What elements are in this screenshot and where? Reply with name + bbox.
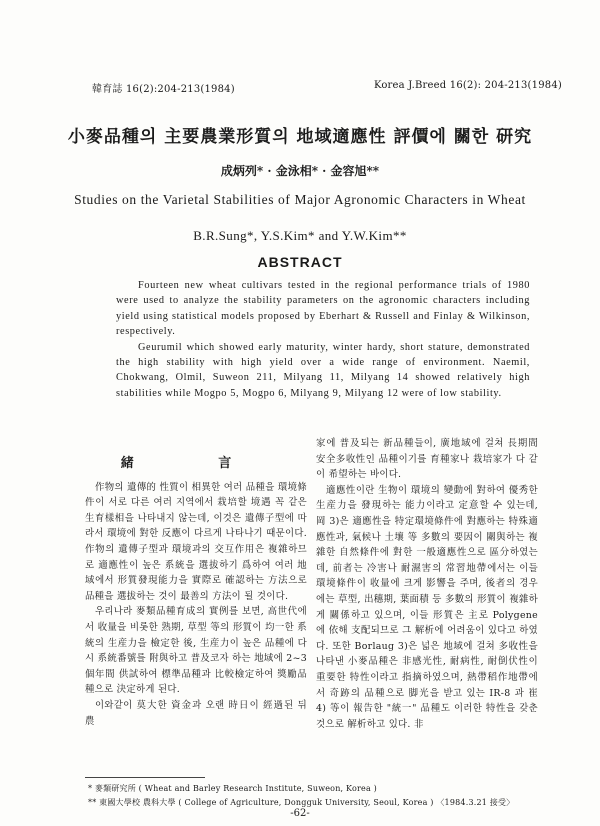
intro-paragraph-right-1: 家에 普及되는 新品種들이, 廣地域에 걸쳐 長期間 安全多收性인 品種이기를 育種家나 栽培家가 다 같이 希望하는 바이다. xyxy=(316,438,538,481)
journal-header-ko: 韓育誌 16(2):204-213(1984) xyxy=(92,84,235,95)
footnotes xyxy=(88,782,568,810)
abstract-paragraph-2: Geurumil which showed early maturity, winter hardy, short stature, demonstrated the high stability with high yield over a wide range of environment. Naemil, Chokwang, Olmil, Suweon 211, Milyang 11, Milyang 14 showed relatively high stabilities while Mogpo 5, Mogpo 6, Milyang 9, Milyang 12 were of low stability. xyxy=(116,341,530,399)
section-heading-intro: 緒 言 xyxy=(120,456,272,471)
footnote-1: * 麥類研究所 ( Wheat and Barley Research Institute, Suweon, Korea ) xyxy=(88,784,378,793)
page-number: -62- xyxy=(290,808,310,819)
title-english: Studies on the Varietal Stabilities of Major Agronomic Characters in Wheat xyxy=(74,192,526,207)
intro-column-left xyxy=(85,436,307,729)
intro-paragraph-3: 이와같이 莫大한 資金과 오랜 時日이 經過된 뒤 農 xyxy=(85,699,307,727)
journal-header-en: Korea J.Breed 16(2): 204-213(1984) xyxy=(373,80,562,91)
intro-column-right xyxy=(316,436,538,732)
title-korean: 小麥品種의 主要農業形質의 地域適應性 評價에 關한 研究 xyxy=(67,127,533,147)
abstract-heading: ABSTRACT xyxy=(257,254,343,270)
authors-korean: 成炳列* · 金泳相* · 金容旭** xyxy=(220,164,380,178)
intro-paragraph-2: 우리나라 麥類品種育成의 實例를 보면, 高世代에서 收量을 비롯한 熟期, 草型 等의 形質이 均一한 系統의 生産力을 檢定한 後, 生産力이 높은 品種에 다시 系統番號를 附與하고 普及코자 하는 地域에 2~3個年間 供試하여 標準品種과 比較檢定하여 獎勵品種으로 決定하게 된다. xyxy=(85,606,307,696)
abstract-body xyxy=(116,278,530,401)
abstract-paragraph-1: Fourteen new wheat cultivars tested in the regional performance trials of 1980 were used to analyze the stability parameters on the agronomic characters including yield using statistical models proposed by Eberhart & Russell and Finlay & Wilkinson, respectively. xyxy=(116,280,530,338)
footnote-2: ** 東國大學校 農科大學 ( College of Agriculture, Dongguk University, Seoul, Korea ) 〈1984.3.21 接受〉 xyxy=(88,798,515,807)
authors-english: B.R.Sung*, Y.S.Kim* and Y.W.Kim** xyxy=(193,228,407,243)
intro-paragraph-1: 作物의 遺傳的 性質이 相異한 여러 品種을 環境條件이 서로 다른 여러 지역에서 栽培할 境遇 꼭 같은 生育樣相을 나타내지 않는데, 이것은 遺傳子型에 따라서 環境에 對한 反應이 다르게 나타나기 때문이다. 作物의 遺傳子型과 環境과의 交互作用은 複雜하므로 適應性이 높은 系統을 選拔하기 爲하여 여러 地域에서 形質發現能力을 實際로 確認하는 方法으로 品種을 選拔하는 것이 最善의 方法이 될 것이다. xyxy=(85,481,307,602)
footnote-rule xyxy=(85,777,205,778)
intro-paragraph-right-2: 適應性이란 生物이 環境의 變動에 對하여 優秀한 生産力을 發現하는 能力이라고 定意할 수 있는데, 岡 3)은 適應性을 特定環境條件에 對應하는 特殊適應性과, 氣候나 土壤 等 多數의 要因이 關與하는 複雜한 自然條件에 對한 一般適應性으로 區分하였는데, 前者는 冷害나 耐濕害의 常習地帶에서는 이들 環境條件이 收量에 크게 影響을 주며, 後者의 경우에는 草型, 出穗期, 葉面積 등 多數의 形質이 複雜하게 關係하고 있으며, 이들 形質은 主로 Polygene 에 依해 支配되므로 그 解析에 어려움이 있다고 하였다. 또한 Borlaug 3)은 넓은 地域에 걸쳐 多收性을 나타낸 小麥品種은 非感光性, 耐病性, 耐倒伏性이 重要한 特性이라고 指摘하였으며, 熱帶稻作地帶에서 奇跡의 品種으로 脚光을 받고 있는 IR-8 과 崔 4) 等이 報告한 "統一" 品種도 이러한 特性을 갖춘 것으로 解析하고 있다. 非 xyxy=(316,484,538,730)
